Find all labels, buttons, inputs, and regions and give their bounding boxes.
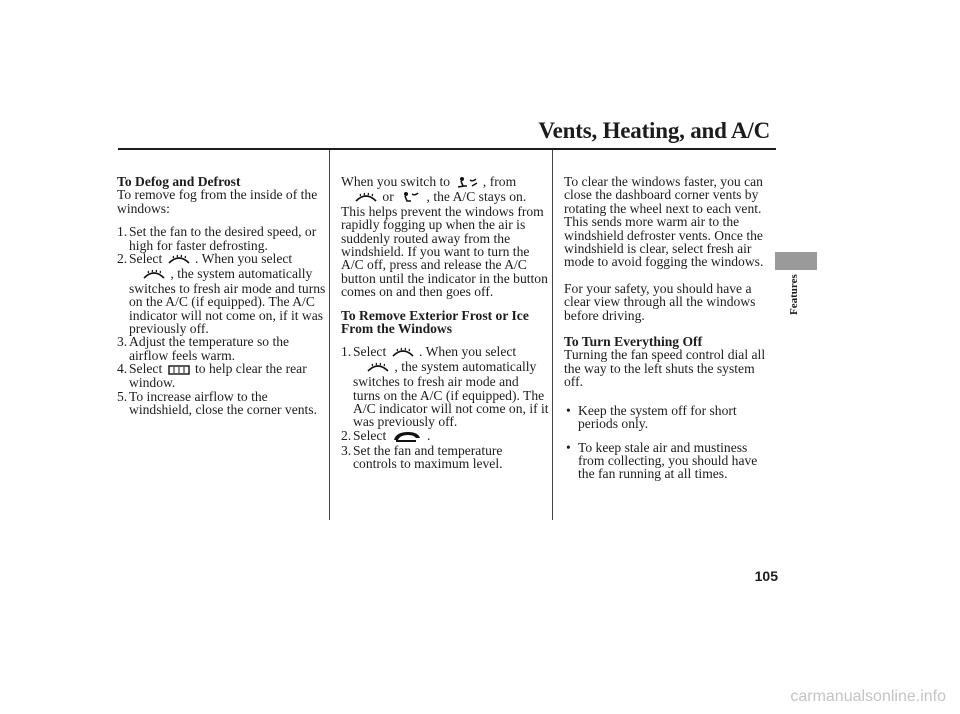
bullet-item: • To keep stale air and mustiness from collecting, you should have the fan running at all times. [566,439,758,482]
mode-switch-paragraph: When you switch to , from or , the A/C stays on. This helps prevent the windows from rapidly fogging up when the air is suddenly routed away from the windshield. If you want to turn the A/C off, press and release the A/C button until the indicator in the button comes on and then goes off. [341,174,548,300]
clear-windows-paragraph: To clear the windows faster, you can close the dashboard corner vents by rotating the wheel next to each vent. This sends more warm air to the windshield defroster vents. Once the windshield is clear, select fresh air mode to avoid fogging the windows. [564,174,764,270]
section-heading-defog: To Defog and Defrost [117,174,241,189]
defog-step-1: 1. Set the fan to the desired speed, or high for faster defrosting. [117,224,317,253]
column-defog [117,175,327,416]
section-heading-turn-off: To Turn Everything Off [564,334,703,350]
defog-step-3: 3. Adjust the temperature so the airflow feels warm. [117,334,290,363]
defog-step-5: 5. To increase airflow to the windshield, close the corner vents. [117,388,317,417]
frost-step-3: 3. Set the fan and temperature controls to maximum level. [341,442,503,472]
windshield-defrost-icon [166,253,192,267]
section-heading-frost: To Remove Exterior Frost or Ice From the Windows [341,307,529,336]
column-divider [329,150,330,520]
header-rule [118,148,776,150]
windshield-defrost-icon [390,346,416,360]
turn-off-paragraph: Turning the fan speed control dial all the way to the left shuts the system off. [564,347,766,390]
defog-step-4: 4. Select to help clear the rear window. [117,361,307,391]
page-number: 105 [754,568,778,584]
page-title: Vents, Heating, and A/C [538,118,770,143]
floor-defrost-mode-icon [454,176,480,190]
section-label: Features [788,274,800,315]
column-turn-off [564,175,770,491]
section-tab-marker [775,252,817,270]
frost-step-2: 2. Select . [341,427,431,443]
frost-step-1: 1. Select . When you select , the system automatically switches to fresh air mode and turns on the A/C (if equipped). The A/C indicator will not come on, if it was previously off. [341,344,549,430]
floor-defrost-mode-icon [397,191,423,205]
defog-step-2: 2. Select . When you select , the system automatically switches to fresh air mode and turns on the A/C (if equipped). The A/C indicator will not come on, if it was previously off. [117,251,326,336]
windshield-defrost-icon [365,361,391,375]
column-frost [341,175,549,470]
safety-paragraph: For your safety, you should have a clear view through all the windows before driving. [564,280,756,323]
column-divider [552,150,553,520]
watermark: carmanualsonline.info [790,688,946,705]
windshield-defrost-icon [353,191,379,205]
windshield-defrost-icon [141,268,167,282]
bullet-item: • Keep the system off for short periods only. [566,402,737,432]
defog-intro: To remove fog from the inside of the windows: [117,187,318,216]
recirculation-icon [390,430,424,444]
